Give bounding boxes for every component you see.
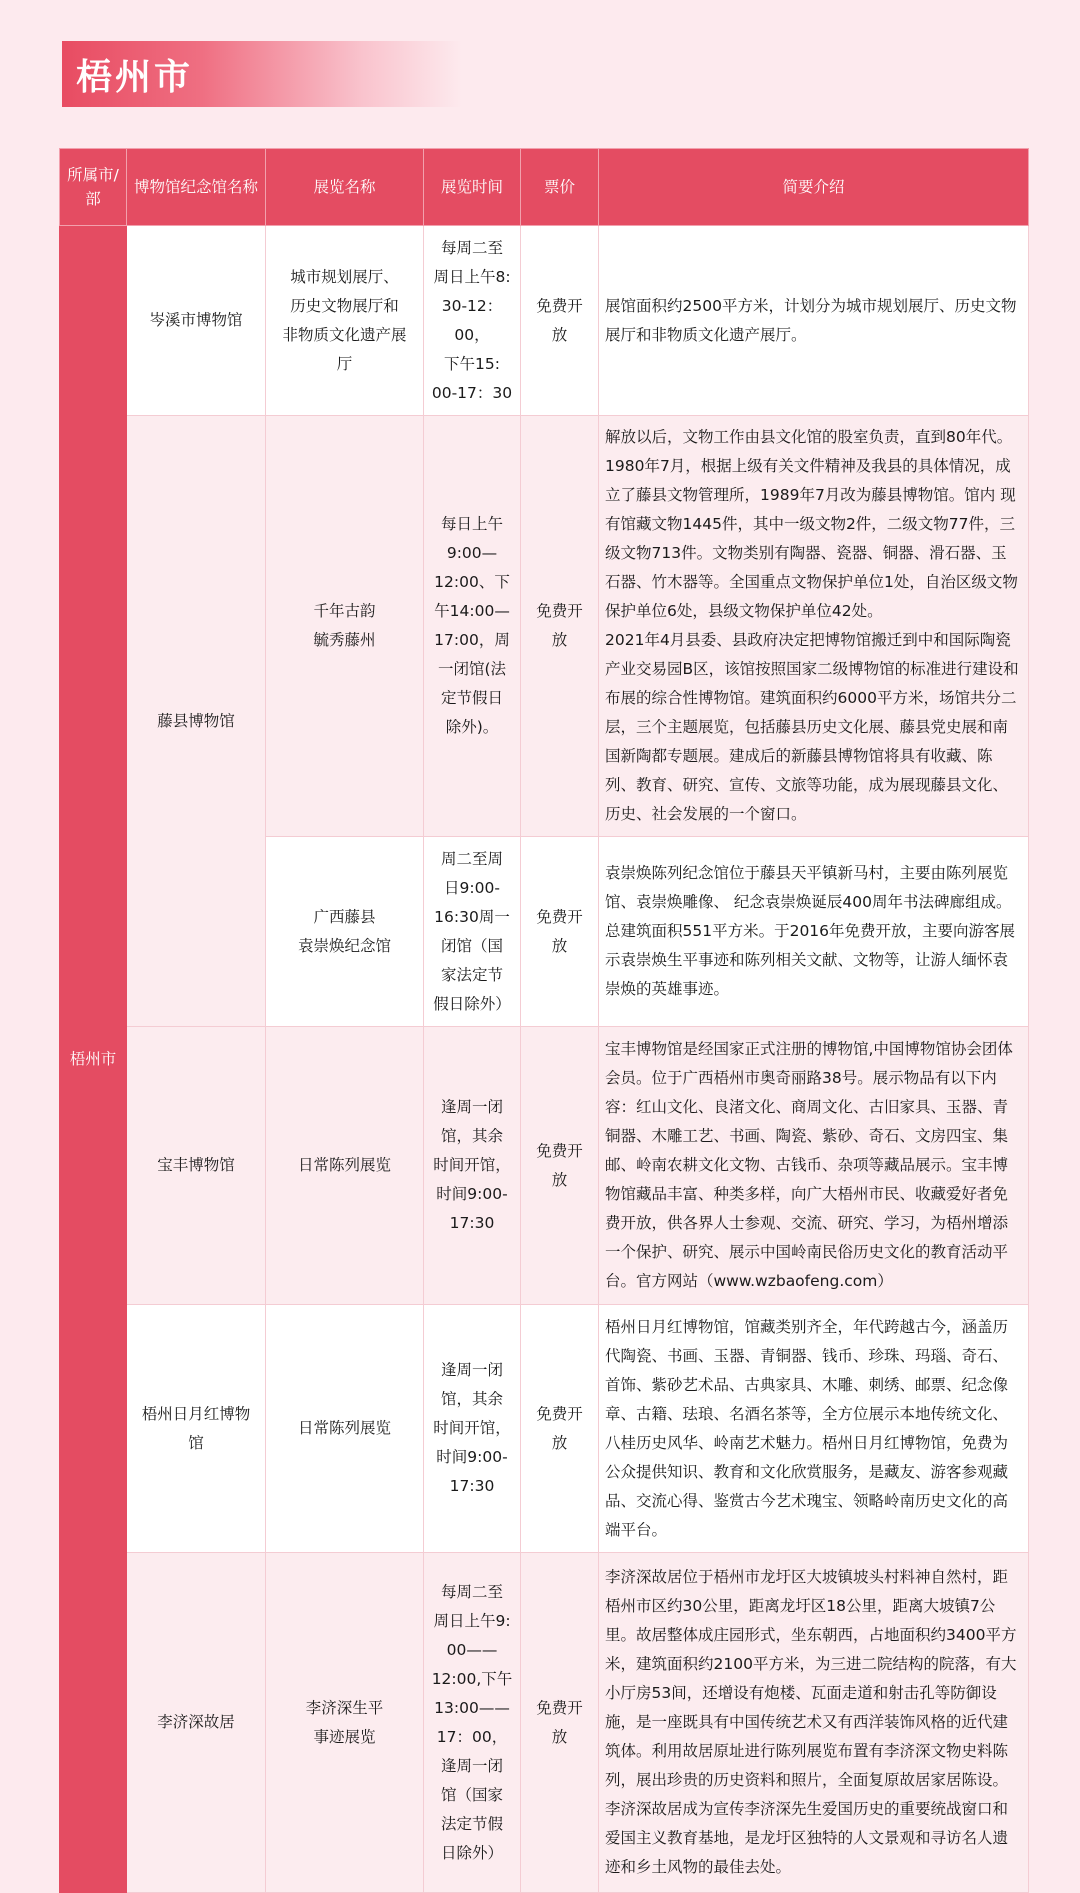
ticket-price-cell: 免费开 放 xyxy=(521,416,599,837)
header-city: 所属市/部 xyxy=(60,149,127,226)
ticket-price-cell: 免费开 放 xyxy=(521,1305,599,1553)
exhibition-time-cell: 逢周一闭 馆，其余 时间开馆， 时间9:00- 17:30 xyxy=(424,1305,521,1553)
page-title: 梧州市 xyxy=(76,56,194,98)
intro-cell: 李济深故居位于梧州市龙圩区大坡镇坡头村料神自然村，距梧州市区约30公里，距离龙圩区18公里，距离大坡镇7公里。故居整体成庄园形式，坐东朝西，占地面积约3400平方米，建筑面积约2100平方米，为三进二院结构的院落，有大小厅房53间，还增设有炮楼、瓦面走道和射击孔等防御设施，是一座既具有中国传统艺术又有西洋装饰风格的近代建筑体。利用故居原址进行陈列展览布置有李济深文物史料陈列，展出珍贵的历史资料和照片，全面复原故居家居陈设。李济深故居成为宣传李济深先生爱国历史的重要统战窗口和爱国主义教育基地，是龙圩区独特的人文景观和寻访名人遗迹和乡土风物的最佳去处。 xyxy=(599,1553,1029,1893)
intro-cell: 宝丰博物馆是经国家正式注册的博物馆,中国博物馆协会团体会员。位于广西梧州市奥奇丽路38号。展示物品有以下内容：红山文化、良渚文化、商周文化、古旧家具、玉器、青铜器、木雕工艺、书画、陶瓷、紫砂、奇石、文房四宝、集邮、岭南农耕文化文物、古钱币、杂项等藏品展示。宝丰博物馆藏品丰富、种类多样，向广大梧州市民、收藏爱好者免费开放，供各界人士参观、交流、研究、学习，为梧州增添一个保护、研究、展示中国岭南民俗历史文化的教育活动平台。官方网站（www.wzbaofeng.com） xyxy=(599,1027,1029,1305)
exhibition-time-cell: 周二至周 日9:00- 16:30周一 闭馆（国 家法定节 假日除外） xyxy=(424,837,521,1027)
exhibition-time-cell: 每周二至 周日上午9: 00—— 12:00,下午 13:00—— 17：00， 逢周一闭 馆（国家 法定节假 日除外） xyxy=(424,1553,521,1893)
intro-cell: 展馆面积约2500平方米，计划分为城市规划展厅、历史文物展厅和非物质文化遗产展厅。 xyxy=(599,226,1029,416)
table-row xyxy=(60,226,1029,416)
ticket-price-cell: 免费开 放 xyxy=(521,837,599,1027)
intro-cell: 解放以后，文物工作由县文化馆的股室负责，直到80年代。1980年7月，根据上级有关文件精神及我县的具体情况，成立了藤县文物管理所，1989年7月改为藤县博物馆。馆内 现有馆藏文物1445件，其中一级文物2件，二级文物77件，三级文物713件。文物类别有陶器、瓷器、铜器、滑石器、玉石器、竹木器等。全国重点文物保护单位1处，自治区级文物保护单位6处，县级文物保护单位42处。 2021年4月县委、县政府决定把博物馆搬迁到中和国际陶瓷产业交易园B区，该馆按照国家二级博物馆的标准进行建设和布展的综合性博物馆。建筑面积约6000平方米，场馆共分二层，三个主题展览，包括藤县历史文化展、藤县党史展和南国新陶都专题展。建成后的新藤县博物馆将具有收藏、陈列、教育、研究、宣传、文旅等功能，成为展现藤县文化、历史、社会发展的一个窗口。 xyxy=(599,416,1029,837)
intro-cell: 袁崇焕陈列纪念馆位于藤县天平镇新马村，主要由陈列展览馆、袁崇焕雕像、 纪念袁崇焕诞辰400周年书法碑廊组成。总建筑面积551平方米。于2016年免费开放，主要向游客展示袁崇焕生平事迹和陈列相关文献、文物等，让游人缅怀袁崇焕的英雄事迹。 xyxy=(599,837,1029,1027)
exhibition-name-cell: 日常陈列展览 xyxy=(266,1027,424,1305)
ticket-price-cell: 免费开 放 xyxy=(521,226,599,416)
ticket-price-cell: 免费开 放 xyxy=(521,1027,599,1305)
museum-name-cell: 宝丰博物馆 xyxy=(127,1027,266,1305)
exhibition-time-cell: 每日上午 9:00— 12:00、下 午14:00— 17:00，周 一闭馆(法 定节假日 除外)。 xyxy=(424,416,521,837)
table-row xyxy=(60,1553,1029,1893)
city-cell: 梧州市 xyxy=(60,226,127,1893)
exhibition-name-cell: 城市规划展厅、 历史文物展厅和 非物质文化遗产展 厅 xyxy=(266,226,424,416)
museum-name-cell: 李济深故居 xyxy=(127,1553,266,1893)
header-exhibition-name: 展览名称 xyxy=(266,149,424,226)
header-ticket-price: 票价 xyxy=(521,149,599,226)
table-row xyxy=(60,1027,1029,1305)
header-museum-name: 博物馆纪念馆名称 xyxy=(127,149,266,226)
exhibition-time-cell: 逢周一闭 馆，其余 时间开馆， 时间9:00- 17:30 xyxy=(424,1027,521,1305)
exhibition-name-cell: 日常陈列展览 xyxy=(266,1305,424,1553)
museum-name-cell: 岑溪市博物馆 xyxy=(127,226,266,416)
museum-name-cell: 梧州日月红博物 馆 xyxy=(127,1305,266,1553)
table-row xyxy=(60,1305,1029,1553)
exhibition-name-cell: 广西藤县 袁崇焕纪念馆 xyxy=(266,837,424,1027)
museum-name-cell: 藤县博物馆 xyxy=(127,416,266,1027)
table-header-row xyxy=(60,149,1029,226)
exhibition-time-cell: 每周二至 周日上午8: 30-12：00， 下午15: 00-17：30 xyxy=(424,226,521,416)
table-row xyxy=(60,416,1029,837)
exhibition-name-cell: 李济深生平 事迹展览 xyxy=(266,1553,424,1893)
exhibition-name-cell: 千年古韵 毓秀藤州 xyxy=(266,416,424,837)
intro-cell: 梧州日月红博物馆，馆藏类别齐全，年代跨越古今，涵盖历代陶瓷、书画、玉器、青铜器、钱币、珍珠、玛瑙、奇石、首饰、紫砂艺术品、古典家具、木雕、刺绣、邮票、纪念像章、古籍、珐琅、名酒名茶等，全方位展示本地传统文化、八桂历史风华、岭南艺术魅力。梧州日月红博物馆，免费为公众提供知识、教育和文化欣赏服务，是藏友、游客参观藏品、交流心得、鉴赏古今艺术瑰宝、领略岭南历史文化的高端平台。 xyxy=(599,1305,1029,1553)
museum-table xyxy=(59,148,1029,1893)
header-intro: 简要介绍 xyxy=(599,149,1029,226)
header-exhibition-time: 展览时间 xyxy=(424,149,521,226)
ticket-price-cell: 免费开 放 xyxy=(521,1553,599,1893)
page-title-bar xyxy=(62,41,462,107)
